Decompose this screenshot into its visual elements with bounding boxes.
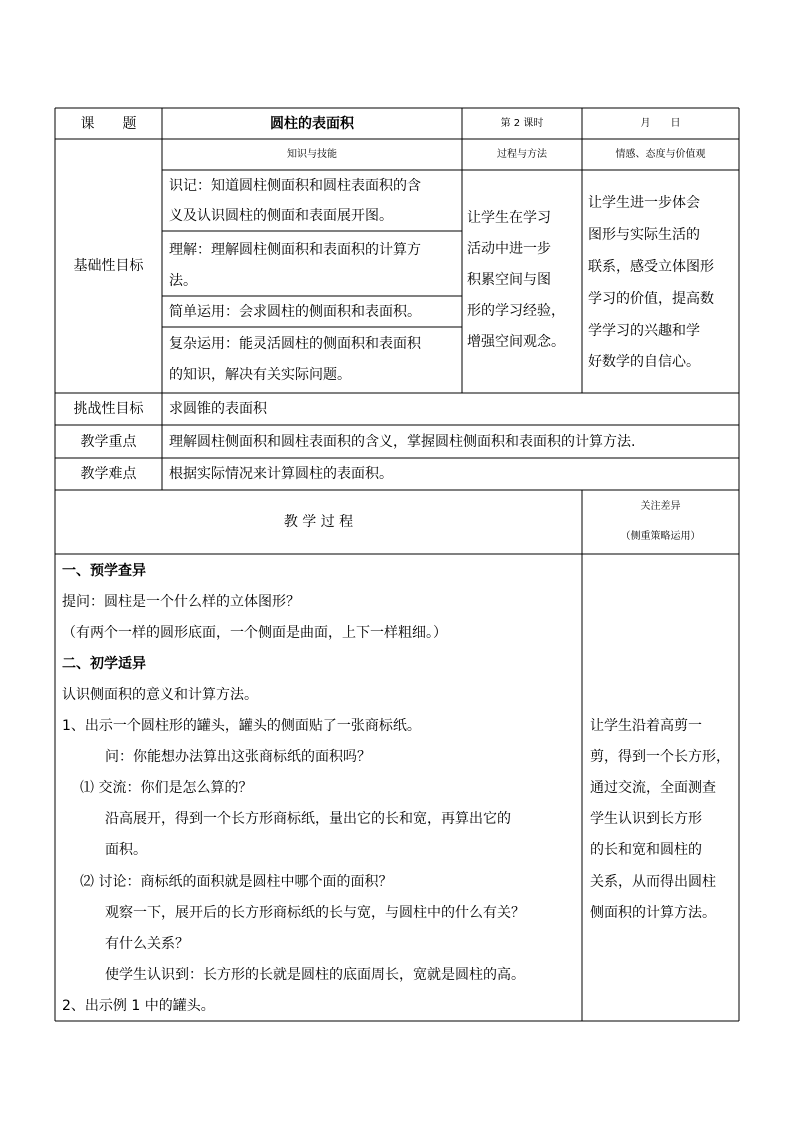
process-line: 一、预学查异 bbox=[62, 563, 146, 579]
process-line: 提问：圆柱是一个什么样的立体图形？ bbox=[62, 594, 300, 610]
challenge-text: 求圆锥的表面积 bbox=[169, 401, 267, 417]
process-header: 教 学 过 程 bbox=[283, 514, 354, 530]
process-line: 增强空间观念。 bbox=[467, 334, 565, 350]
side-note-line: 关系，从而得出圆柱 bbox=[590, 874, 716, 890]
process-line: 二、初学适异 bbox=[62, 656, 146, 672]
difficulty-label: 教学难点 bbox=[80, 466, 137, 482]
attitude-line: 让学生进一步体会 bbox=[588, 195, 700, 211]
col-knowledge: 知识与技能 bbox=[287, 149, 337, 160]
process-line: 形的学习经验， bbox=[467, 303, 565, 319]
process-line: ⑴ 交流：你们是怎么算的？ bbox=[80, 780, 253, 796]
side-note-line: 通过交流，全面测查 bbox=[590, 780, 716, 796]
key-point-text: 理解圆柱侧面积和圆柱表面积的含义，掌握圆柱侧面积和表面积的计算方法. bbox=[169, 434, 636, 450]
process-line: 沿高展开，得到一个长方形商标纸，量出它的长和宽，再算出它的 bbox=[105, 811, 511, 827]
side-note-line: 剪，得到一个长方形， bbox=[590, 749, 730, 765]
col-process: 过程与方法 bbox=[497, 149, 547, 160]
side-header-2: （侧重策略运用） bbox=[620, 531, 701, 542]
process-line: 使学生认识到：长方形的长就是圆柱的底面周长，宽就是圆柱的高。 bbox=[105, 967, 525, 983]
process-line: 有什么关系？ bbox=[105, 936, 189, 952]
knowledge-item: 法。 bbox=[169, 273, 197, 289]
side-note-line: 侧面积的计算方法。 bbox=[590, 905, 716, 921]
side-header-1: 关注差异 bbox=[640, 501, 681, 512]
process-line: ⑵ 讨论：商标纸的面积就是圆柱中哪个面的面积？ bbox=[80, 874, 393, 890]
difficulty-text: 根据实际情况来计算圆柱的表面积。 bbox=[169, 466, 393, 482]
challenge-label: 挑战性目标 bbox=[73, 401, 144, 417]
knowledge-item: 简单运用：会求圆柱的侧面积和表面积。 bbox=[169, 304, 421, 320]
key-point-label: 教学重点 bbox=[80, 434, 137, 450]
attitude-line: 学习的价值，提高数 bbox=[588, 291, 714, 307]
basic-objective-label: 基础性目标 bbox=[73, 258, 144, 274]
knowledge-item: 义及认识圆柱的侧面和表面展开图。 bbox=[169, 208, 393, 224]
process-line: 1、出示一个圆柱形的罐头，罐头的侧面贴了一张商标纸。 bbox=[62, 718, 421, 734]
process-line: 问：你能想办法算出这张商标纸的面积吗？ bbox=[105, 749, 371, 765]
lesson-title: 圆柱的表面积 bbox=[270, 116, 354, 132]
lesson-date: 月 日 bbox=[640, 118, 681, 129]
lesson-period: 第 2 课时 bbox=[500, 118, 544, 129]
process-line: （有两个一样的圆形底面，一个侧面是曲面，上下一样粗细。） bbox=[62, 625, 447, 641]
lesson-label: 课 题 bbox=[80, 116, 137, 132]
attitude-line: 好数学的自信心。 bbox=[588, 354, 700, 370]
side-note-line: 学生认识到长方形 bbox=[590, 811, 702, 827]
process-line: 让学生在学习 bbox=[467, 210, 551, 226]
knowledge-item: 理解：理解圆柱侧面积和表面积的计算方 bbox=[169, 242, 421, 258]
knowledge-item: 的知识，解决有关实际问题。 bbox=[169, 367, 351, 383]
knowledge-item: 复杂运用：能灵活圆柱的侧面积和表面积 bbox=[169, 336, 421, 352]
attitude-line: 学学习的兴趣和学 bbox=[588, 323, 700, 339]
col-attitude: 情感、态度与价值观 bbox=[615, 149, 706, 160]
process-line: 面积。 bbox=[105, 842, 147, 858]
knowledge-item: 识记：知道圆柱侧面积和圆柱表面积的含 bbox=[169, 178, 421, 194]
side-note-line: 的长和宽和圆柱的 bbox=[590, 842, 702, 858]
attitude-line: 联系，感受立体图形 bbox=[588, 259, 714, 275]
process-line: 2、出示例 1 中的罐头。 bbox=[62, 998, 215, 1014]
process-line: 观察一下，展开后的长方形商标纸的长与宽，与圆柱中的什么有关？ bbox=[105, 905, 525, 921]
side-note-line: 让学生沿着高剪一 bbox=[590, 718, 702, 734]
process-line: 活动中进一步 bbox=[467, 241, 551, 257]
attitude-line: 图形与实际生活的 bbox=[588, 227, 700, 243]
process-line: 认识侧面积的意义和计算方法。 bbox=[62, 687, 258, 703]
process-line: 积累空间与图 bbox=[467, 272, 551, 288]
